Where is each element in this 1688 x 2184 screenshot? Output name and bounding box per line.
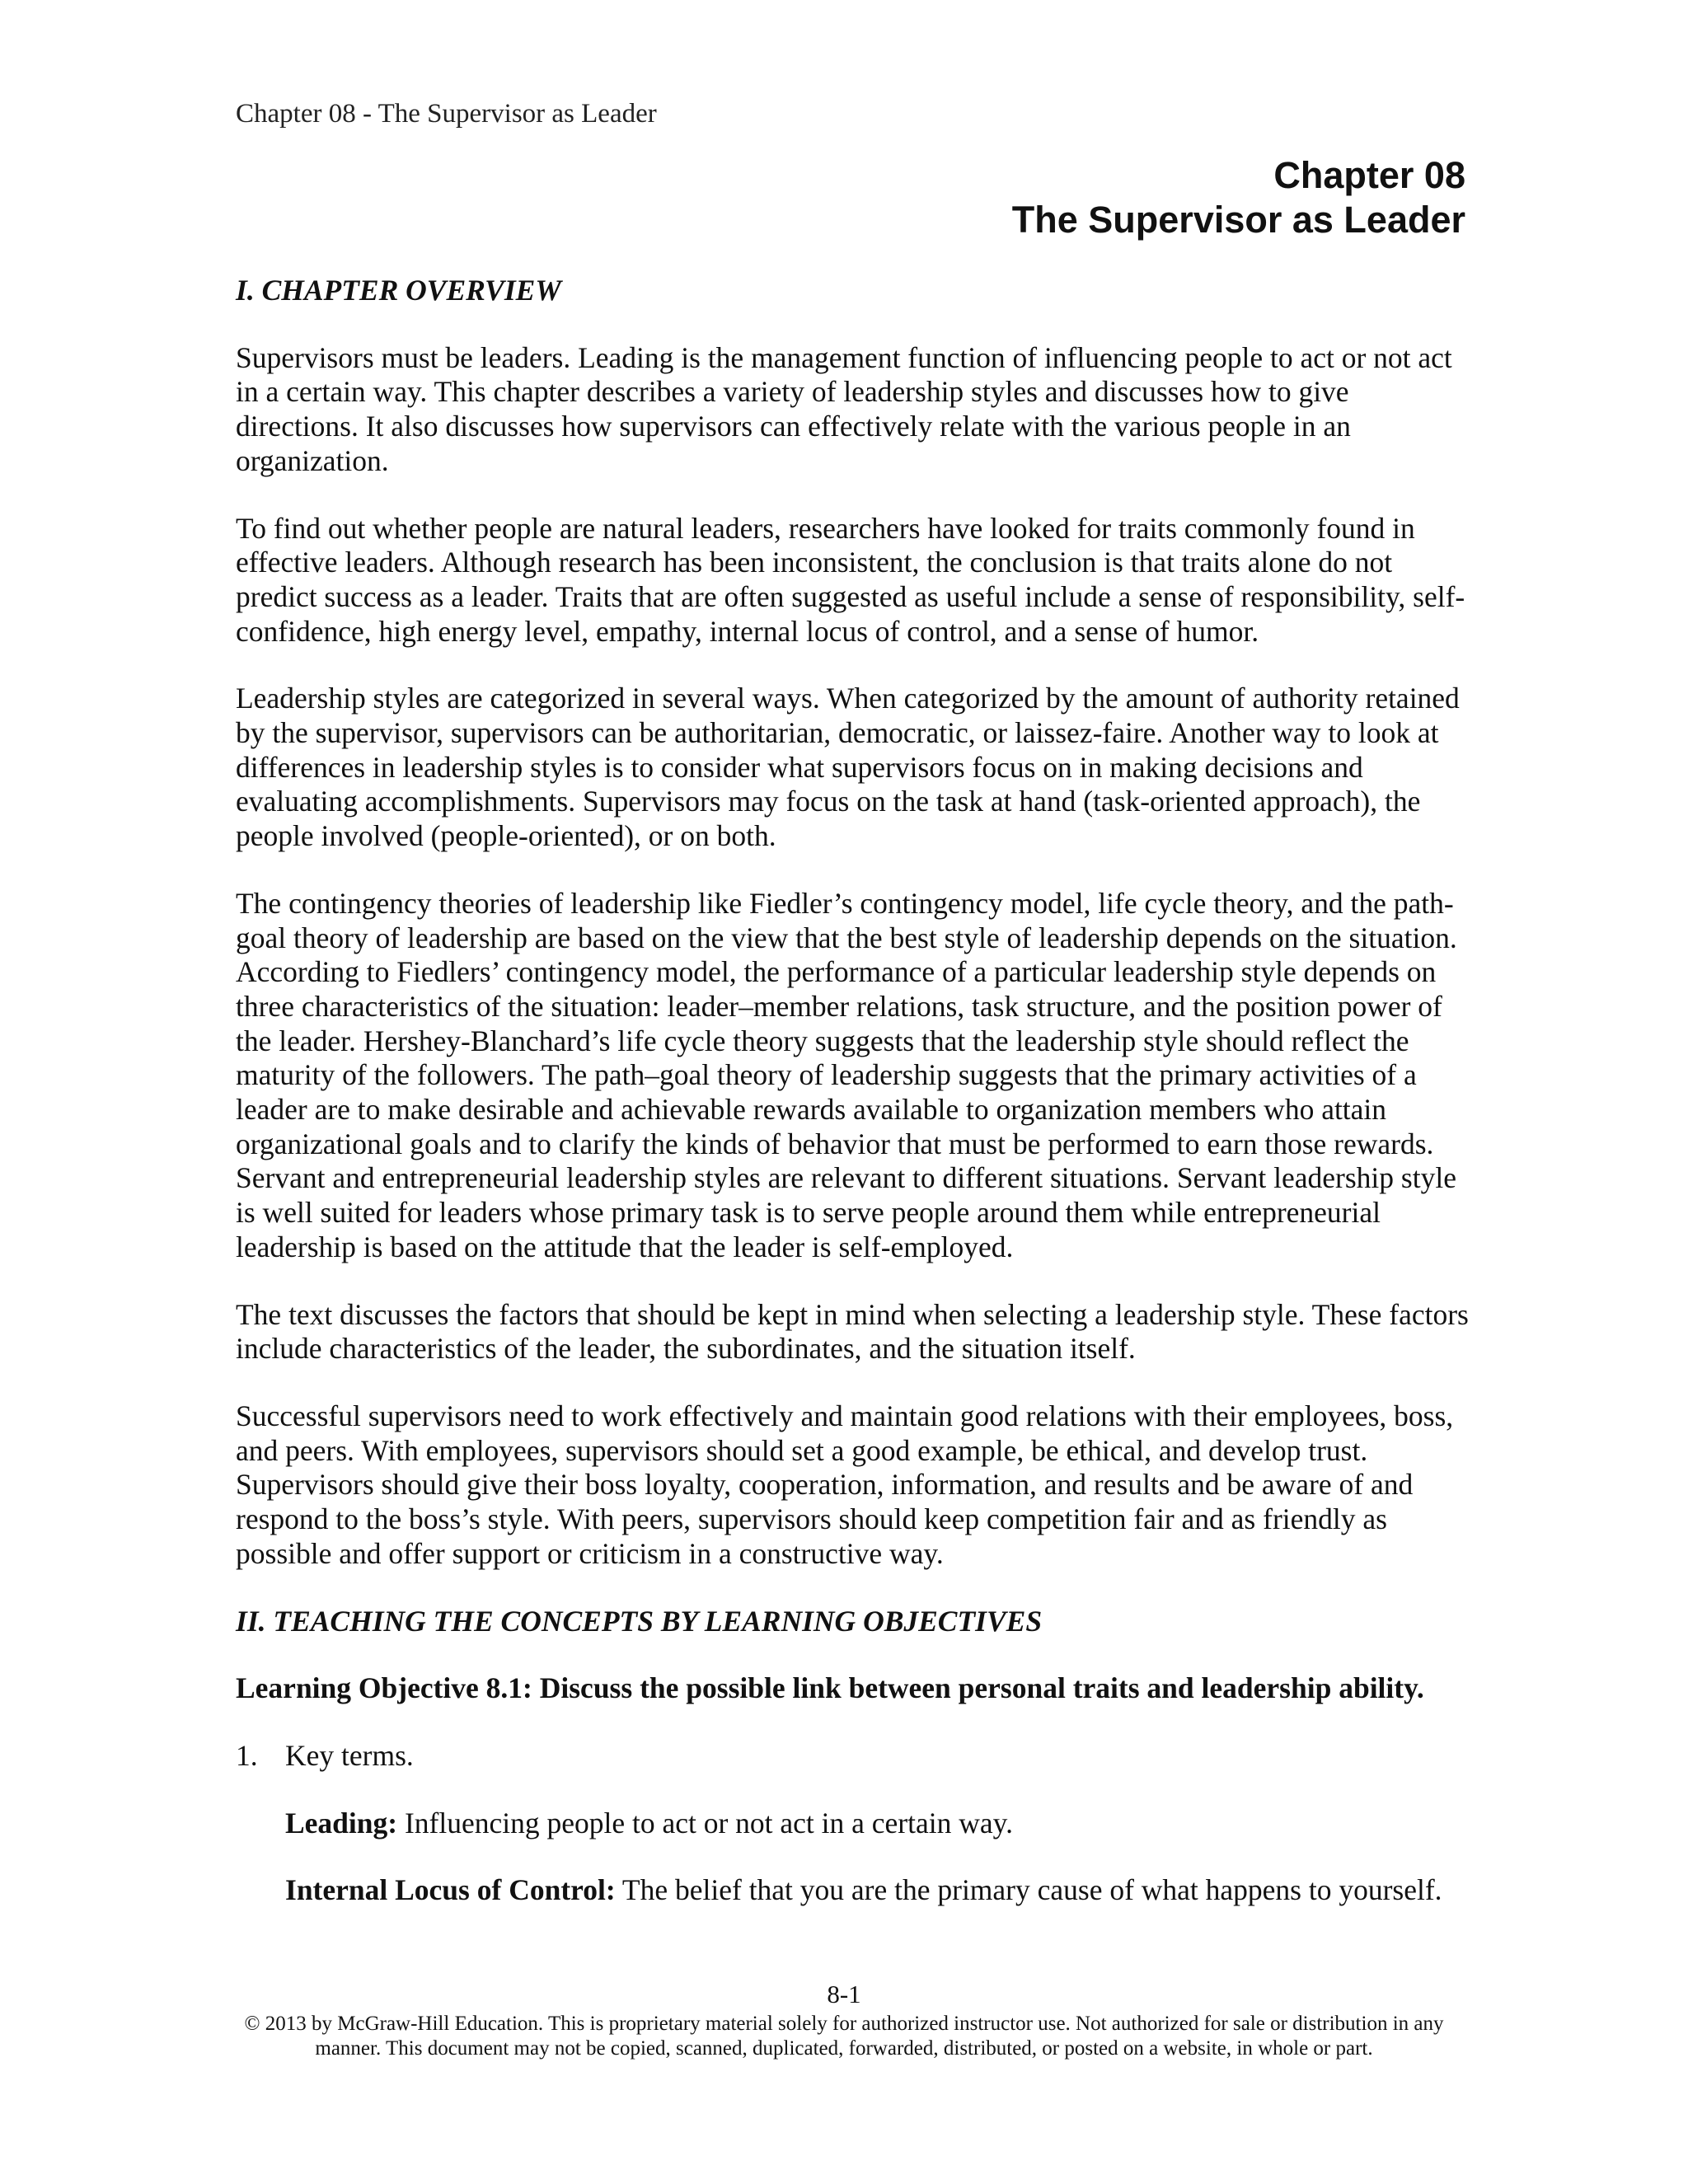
section-heading-overview: I. CHAPTER OVERVIEW — [236, 274, 561, 307]
page-footer — [223, 1980, 1465, 2061]
learning-objective-heading: Learning Objective 8.1: Discuss the possible link between personal traits and leadership ability. — [236, 1671, 1424, 1705]
key-term — [285, 1873, 1472, 1908]
overview-paragraph: To find out whether people are natural leaders, researchers have looked for traits commonly found in effective leaders. Although research has been inconsistent, the conclusion is that traits alone do not predict success as a leader. Traits that are often suggested as useful include a sense of responsibility, self-confidence, high energy level, empathy, internal locus of control, and a sense of humor. — [236, 511, 1465, 648]
term-name: Leading: — [285, 1806, 398, 1840]
document-body — [236, 274, 1472, 1941]
copyright-notice: © 2013 by McGraw-Hill Education. This is proprietary material solely for authorized instructor use. Not authorized for sale or distribution in any manner. This document may not be copied, scanned, duplicated, forwarded, distributed, or posted on a website, in whole or part. — [244, 2013, 1444, 2060]
numbered-item — [236, 1739, 1472, 1774]
page-number: 8-1 — [827, 1980, 861, 2008]
item-number: 1. — [236, 1738, 258, 1772]
overview-paragraph: Leadership styles are categorized in several ways. When categorized by the amount of authority retained by the supervisor, supervisors can be authoritarian, democratic, or laissez-faire. Another way to look at differences in leadership styles is to consider what supervisors focus on in making decisions and evaluating accomplishments. Supervisors may focus on the task at hand (task-oriented approach), the people involved (people-oriented), or on both. — [236, 682, 1460, 853]
overview-paragraph: The contingency theories of leadership like Fiedler’s contingency model, life cycle theory, and the path-goal theory of leadership are based on the view that the best style of leadership depends on the situation. According to Fiedlers’ contingency model, the performance of a particular leadership style depends on three characteristics of the situation: leader–member relations, task structure, and the position power of the leader. Hershey-Blanchard’s life cycle theory suggests that the leadership style should reflect the maturity of the followers. The path–goal theory of leadership suggests that the primary activities of a leader are to make desirable and achievable rewards available to organization members who attain organizational goals and to clarify the kinds of behavior that must be performed to earn those rewards. Servant and entrepreneurial leadership styles are relevant to different situations. Servant leadership style is well suited for leaders whose primary task is to serve people around them while entrepreneurial leadership is based on the attitude that the leader is self-employed. — [236, 886, 1457, 1263]
overview-paragraph: Supervisors must be leaders. Leading is the management function of influencing people to act or not act in a certain way. This chapter describes a variety of leadership styles and discusses how to give directions. It also discusses how supervisors can effectively relate with the various people in an organization. — [236, 340, 1452, 477]
overview-paragraph: The text discusses the factors that should be kept in mind when selecting a leadership style. These factors include characteristics of the leader, the subordinates, and the situation itself. — [236, 1297, 1469, 1366]
chapter-title — [1012, 153, 1465, 242]
overview-paragraph: Successful supervisors need to work effectively and maintain good relations with their employees, boss, and peers. With employees, supervisors should set a good example, be ethical, and develop trust. Supervisors should give their boss loyalty, cooperation, information, and results and be aware of and respond to the boss’s style. With peers, supervisors should keep competition fair and as friendly as possible and offer support or criticism in a constructive way. — [236, 1399, 1454, 1570]
chapter-name: The Supervisor as Leader — [1011, 199, 1465, 241]
term-name: Internal Locus of Control: — [285, 1873, 616, 1907]
item-text: Key terms. — [285, 1738, 414, 1772]
section-heading-teaching: II. TEACHING THE CONCEPTS BY LEARNING OBJECTIVES — [236, 1604, 1043, 1638]
running-header: Chapter 08 - The Supervisor as Leader — [236, 99, 657, 129]
key-term — [285, 1807, 1472, 1841]
chapter-number: Chapter 08 — [1273, 154, 1465, 196]
term-definition: Influencing people to act or not act in a certain way. — [397, 1806, 1013, 1840]
term-definition: The belief that you are the primary cause of what happens to yourself. — [615, 1873, 1442, 1907]
